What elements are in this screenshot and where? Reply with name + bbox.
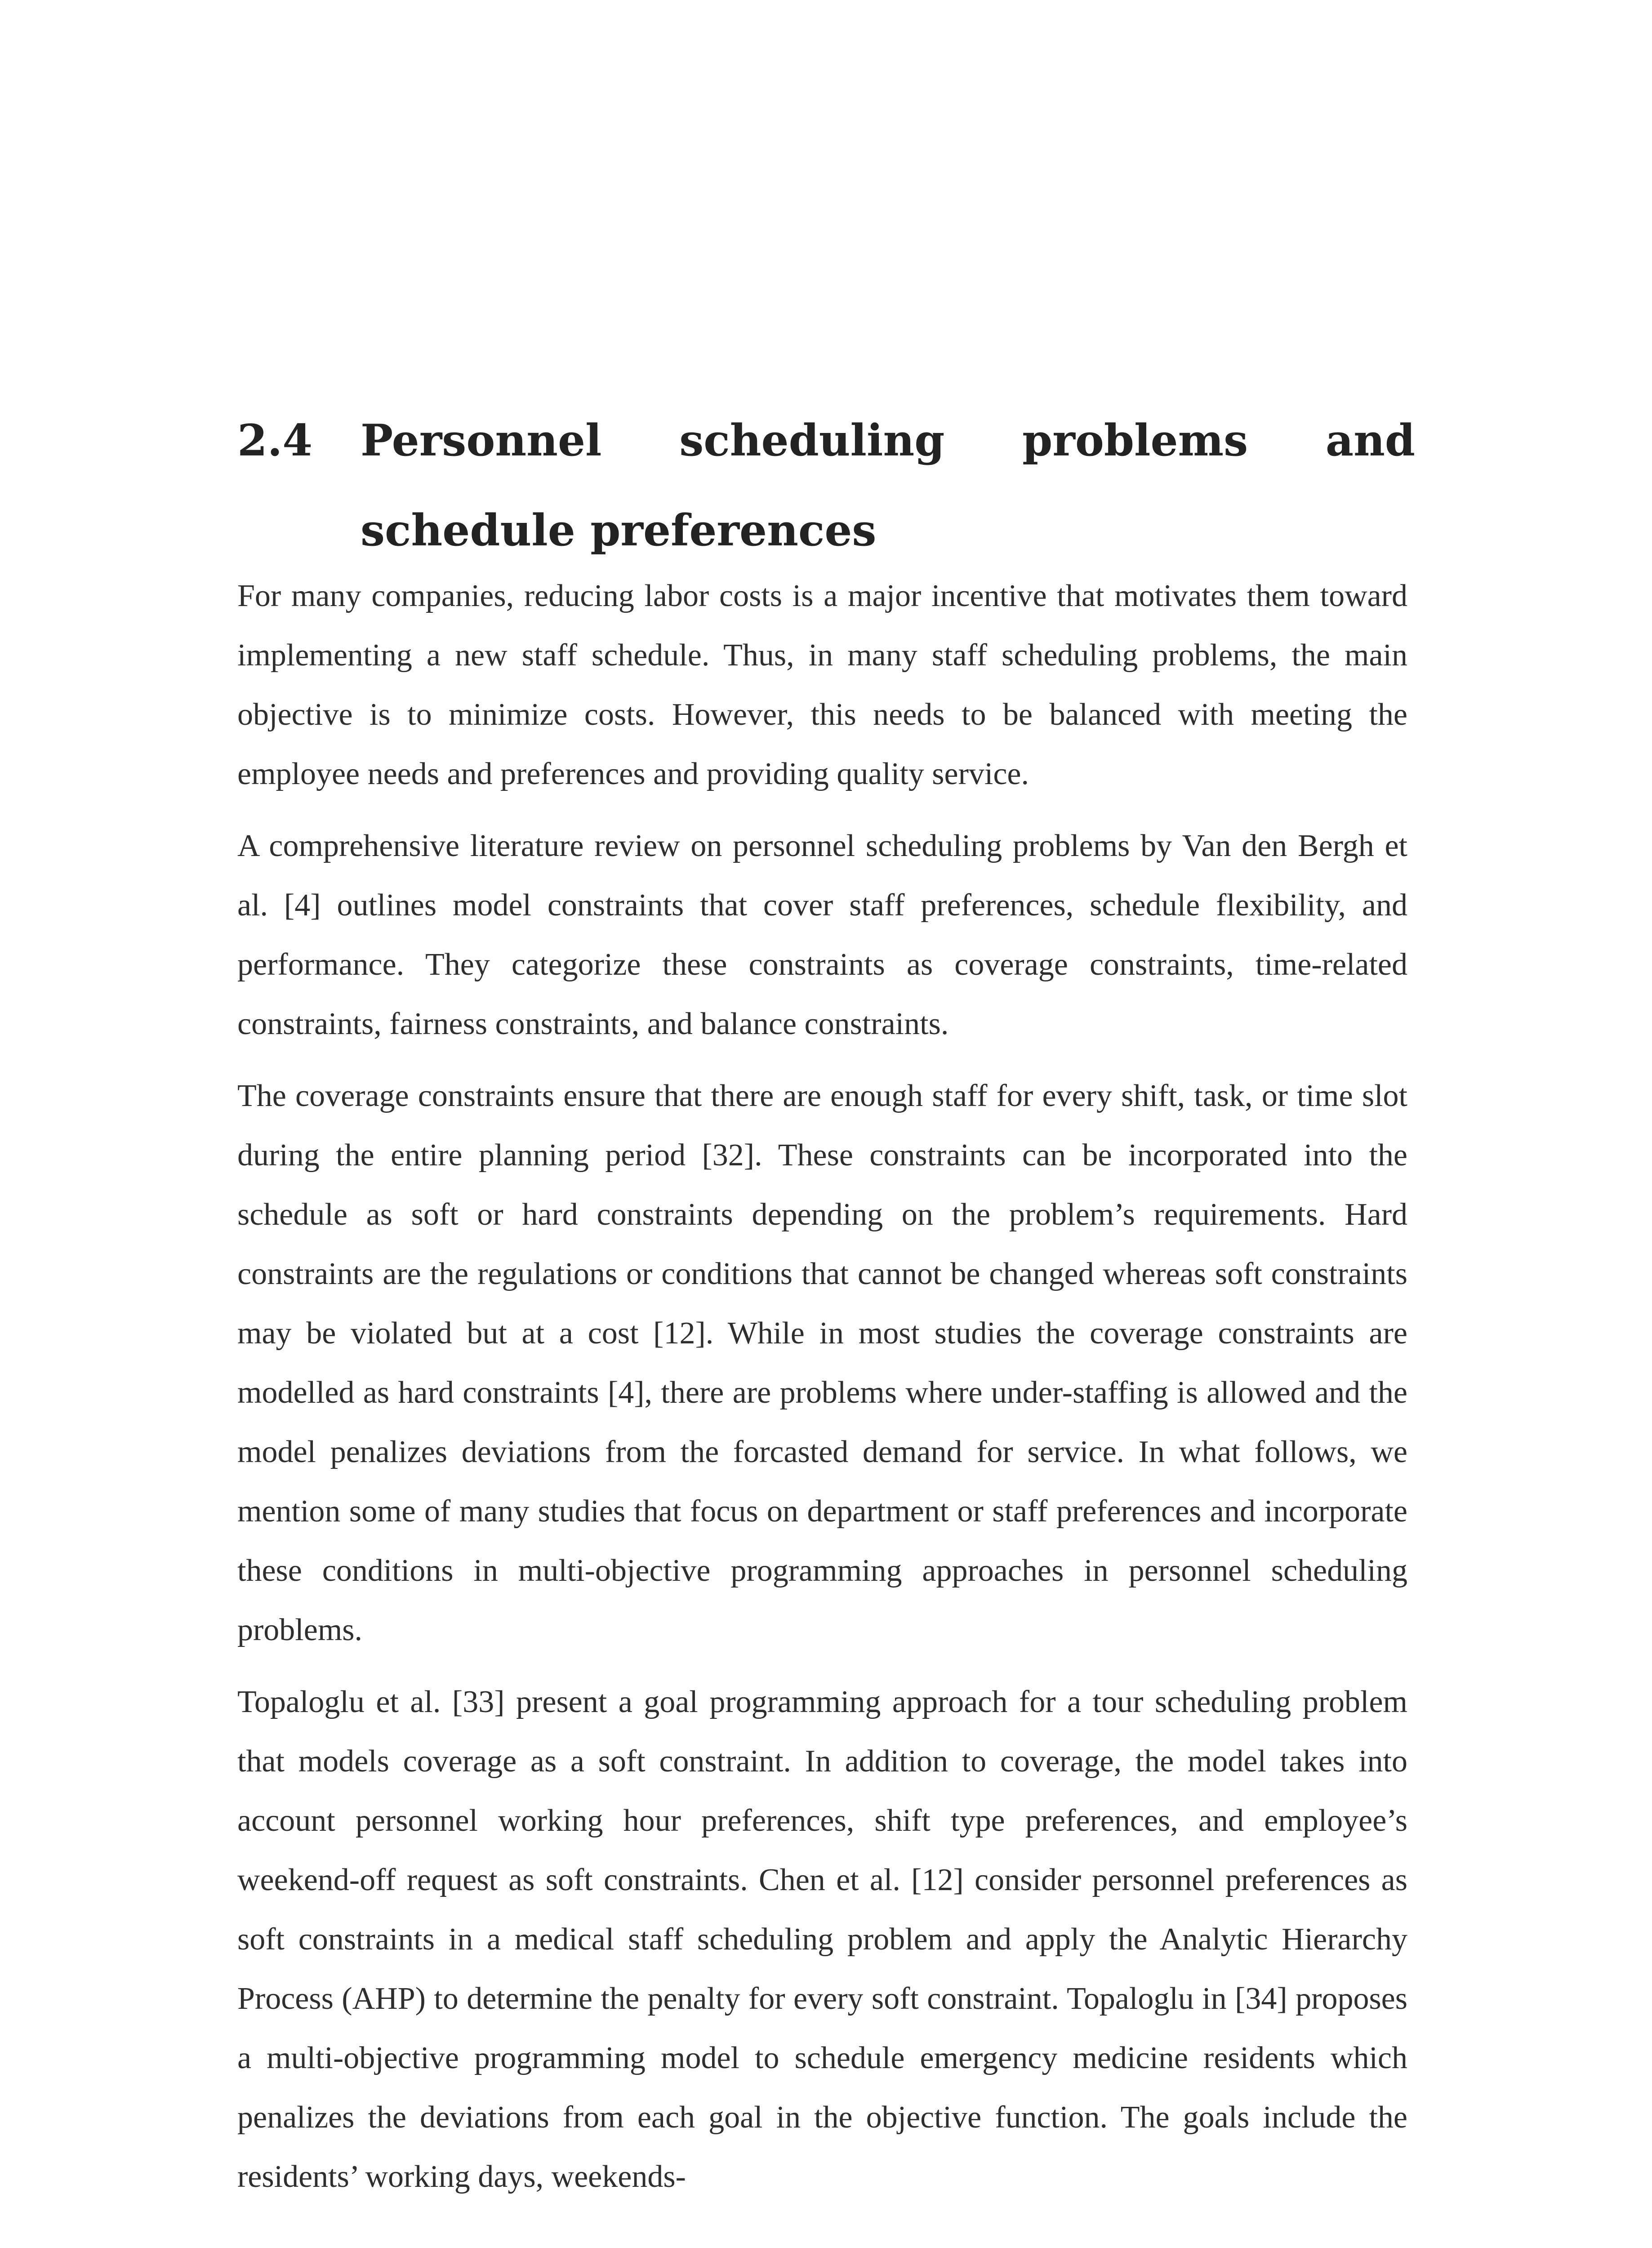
paragraph-coverage-constraints: The coverage constraints ensure that there are enough staff for every shift, task, or time slot during the entire planning period [32]. These constraints can be incorporated into the schedule as soft or hard constraints depending on the problem’s requirements. Hard constraints are the regulations or conditions that cannot be changed whereas soft constraints may be violated but at a cost [12]. While in most studies the coverage constraints are modelled as hard constraints [4], there are problems where under-staffing is allowed and the model penalizes deviations from the forcasted demand for service. In what follows, we mention some of many studies that focus on department or staff preferences and incorporate these conditions in multi-objective programming approaches in personnel scheduling problems. bbox=[237, 1079, 1407, 1647]
paragraph-labor-costs: For many companies, reducing labor costs is a major incentive that motivates them toward implementing a new staff schedule. Thus, in many staff scheduling problems, the main objective is to minimize costs. However, this needs to be balanced with meeting the employee needs and preferences and providing quality service. bbox=[237, 579, 1407, 791]
paragraph-literature-review: A comprehensive literature review on personnel scheduling problems by Van den Bergh et al. [4] outlines model constraints that cover staff preferences, schedule flexibility, and performance. They categorize these constraints as coverage constraints, time-related constraints, fairness constraints, and balance constraints. bbox=[237, 829, 1407, 1041]
section-heading bbox=[237, 396, 1415, 575]
paragraph-goal-programming: Topaloglu et al. [33] present a goal programming approach for a tour scheduling problem that models coverage as a soft constraint. In addition to coverage, the model takes into account personnel working hour preferences, shift type preferences, and employee’s weekend-off request as soft constraints. Chen et al. [12] consider personnel preferences as soft constraints in a medical staff scheduling problem and apply the Analytic Hierarchy Process (AHP) to determine the penalty for every soft constraint. Topaloglu in [34] proposes a multi-objective programming model to schedule emergency medicine residents which penalizes the deviations from each goal in the objective function. The goals include the residents’ working days, weekends- bbox=[237, 1685, 1407, 2194]
body-text bbox=[237, 566, 1407, 2219]
section-title: Personnel scheduling problems and schedule preferences bbox=[361, 415, 1415, 556]
section-number: 2.4 bbox=[237, 415, 313, 466]
